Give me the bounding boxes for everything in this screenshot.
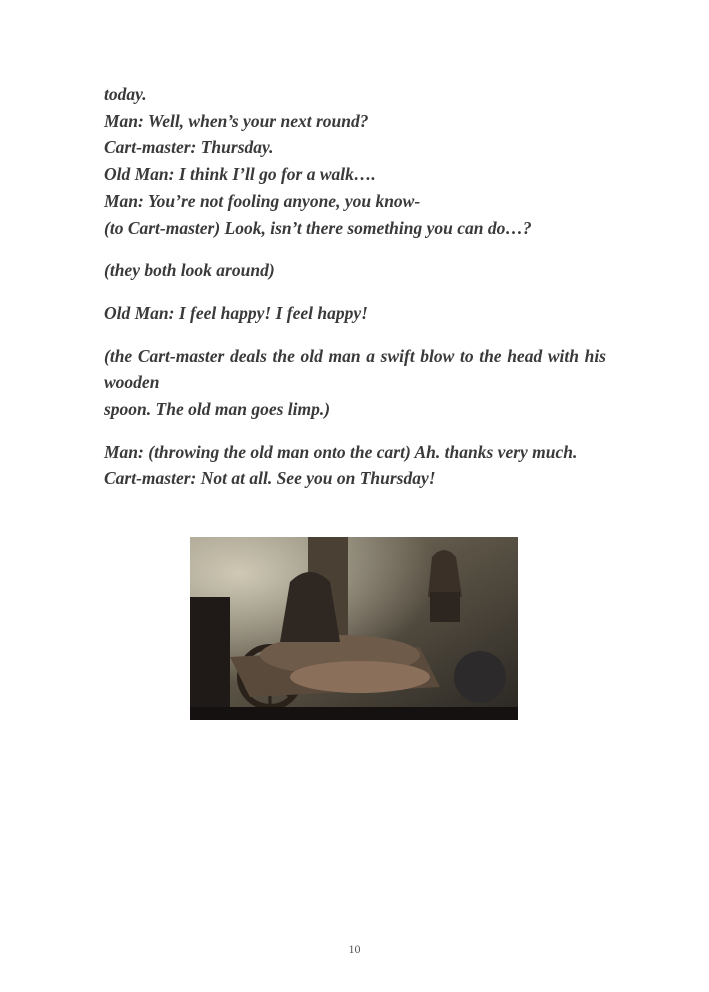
dialogue-line: Old Man: I feel happy! I feel happy! bbox=[104, 302, 368, 323]
dialogue-line: Old Man: I think I’ll go for a walk…. bbox=[104, 164, 376, 185]
dialogue-line: Man: Well, when’s your next round? bbox=[104, 110, 369, 131]
stage-direction: (they both look around) bbox=[104, 260, 275, 281]
dialogue-line: (to Cart-master) Look, isn’t there something you can do…? bbox=[104, 217, 532, 238]
dialogue-line: Cart-master: Not at all. See you on Thursday! bbox=[104, 468, 436, 489]
script-text bbox=[104, 81, 606, 492]
film-still-image bbox=[190, 537, 518, 720]
dialogue-line: today. bbox=[104, 84, 147, 104]
dialogue-block bbox=[104, 81, 606, 241]
stage-direction-line: (the Cart-master deals the old man a swift blow to the head with his wooden bbox=[104, 345, 606, 393]
dialogue-line: Man: (throwing the old man onto the cart) Ah. thanks very much. bbox=[104, 441, 578, 462]
dialogue-line: Man: You’re not fooling anyone, you know- bbox=[104, 190, 421, 211]
dialogue-line: Cart-master: Thursday. bbox=[104, 137, 274, 158]
stage-direction bbox=[104, 343, 606, 423]
stage-direction-line: spoon. The old man goes limp.) bbox=[104, 399, 331, 420]
page-number: 10 bbox=[348, 942, 361, 956]
